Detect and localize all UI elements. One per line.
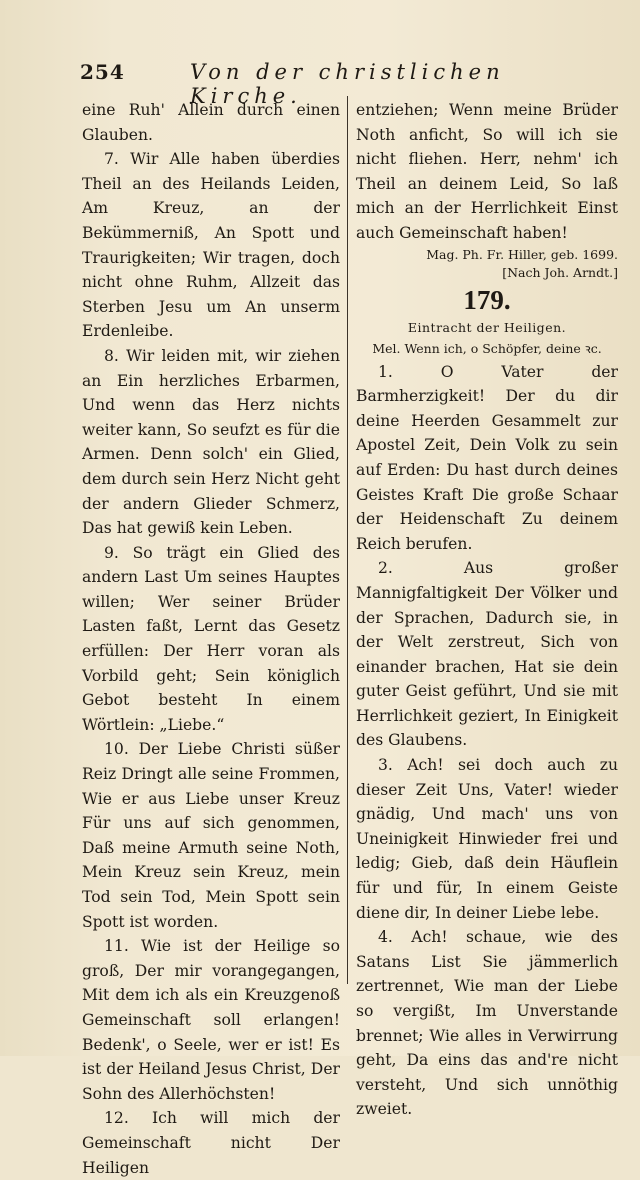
page-number: 254: [80, 60, 125, 84]
verse-10: 10. Der Liebe Christi süßer Reiz Dringt alle seine Frommen, Wie er aus Liebe unser Kreuz Für uns auf sich genommen, Daß meine Armuth seine Noth, Mein Kreuz sein Kreuz, mein Tod sein Tod, Mein Spott sein Spott ist worden.: [82, 740, 340, 931]
hymn-number: 179.: [463, 284, 511, 315]
verse-continuation: eine Ruh' Allein durch einen Glauben.: [82, 101, 340, 144]
page-header: [80, 60, 620, 108]
hymn-verse-4: 4. Ach! schaue, wie des Satans List Sie jämmerlich zertrennet, Wie man der Liebe so vergißt, Im Unverstande brennet; Wie alles in Verwirrung geht, Da eins das and're nicht versteht, Und sich unnöthig zweiet.: [356, 928, 618, 1119]
verse-12: 12. Ich will mich der Gemeinschaft nicht Der Heiligen: [82, 1109, 340, 1177]
verse-9: 9. So trägt ein Glied des andern Last Um seines Hauptes willen; Wer seiner Brüder Lasten faßt, Lernt das Gesetz erfüllen: Der Herr voran als Vorbild geht; Sein königlich Gebot besteht In einem Wörtlein: „Liebe.“: [82, 543, 340, 734]
hymn-verse-1: 1. O Vater der Barmherzigkeit! Der du dir deine Heerden Gesammelt zur Apostel Zeit, Dein Volk zu sein auf Erden: Du hast durch deines Geistes Kraft Die große Schaar der Heidenschaft Zu deinem Reich berufen.: [356, 362, 618, 553]
left-column: [82, 98, 340, 1180]
right-column: [356, 98, 618, 1122]
verse-8: 8. Wir leiden mit, wir ziehen an Ein herzliches Erbarmen, Und wenn das Herz nichts weiter kann, So seufzt es für die Armen. Denn solch' ein Glied, dem durch sein Herz Nicht geht der andern Glieder Schmerz, Das hat gewiß kein Leben.: [82, 346, 340, 538]
hymn-title: Eintracht der Heiligen.: [407, 319, 567, 335]
running-head: Von der christlichen Kirche.: [190, 60, 505, 108]
column-divider: [347, 96, 348, 984]
hymn-source: [Nach Joh. Arndt.]: [502, 264, 618, 280]
verse-12-continuation: entziehen; Wenn meine Brüder Noth anficht, So will ich sie nicht fliehen. Herr, nehm' ich Theil an deinem Leid, So laß mich an der Herrlichkeit Einst auch Gemeinschaft haben!: [356, 101, 618, 242]
melody-line: Mel. Wenn ich, o Schöpfer, deine ꝛc.: [372, 340, 602, 356]
hymn-author: Mag. Ph. Fr. Hiller, geb. 1699.: [426, 246, 618, 262]
verse-7: 7. Wir Alle haben überdies Theil an des Heilands Leiden, Am Kreuz, an der Bekümmerniß, An Spott und Traurigkeiten; Wir tragen, doch nicht ohne Ruhm, Allzeit das Sterben Jesu um An unserm Erdenleibe.: [82, 150, 340, 341]
hymn-verse-2: 2. Aus großer Mannigfaltigkeit Der Völker und der Sprachen, Dadurch sie, in der Welt zerstreut, Sich von einander brachen, Hat sie dein guter Geist geführt, Und sie mit Herrlichkeit geziert, In Einigkeit des Glaubens.: [356, 559, 618, 750]
verse-11: 11. Wie ist der Heilige so groß, Der mir vorangegangen, Mit dem ich als ein Kreuzgenoß Gemeinschaft soll erlangen! Bedenk', o Seele, wer er ist! Es ist der Heiland Jesus Christ, Der Sohn des Allerhöchsten!: [82, 937, 340, 1103]
hymn-verse-3: 3. Ach! sei doch auch zu dieser Zeit Uns, Vater! wieder gnädig, Und mach' uns von Uneinigkeit Hinwieder frei und ledig; Gieb, daß dein Häuflein für und für, In einem Geiste diene dir, In deiner Liebe lebe.: [356, 756, 618, 922]
